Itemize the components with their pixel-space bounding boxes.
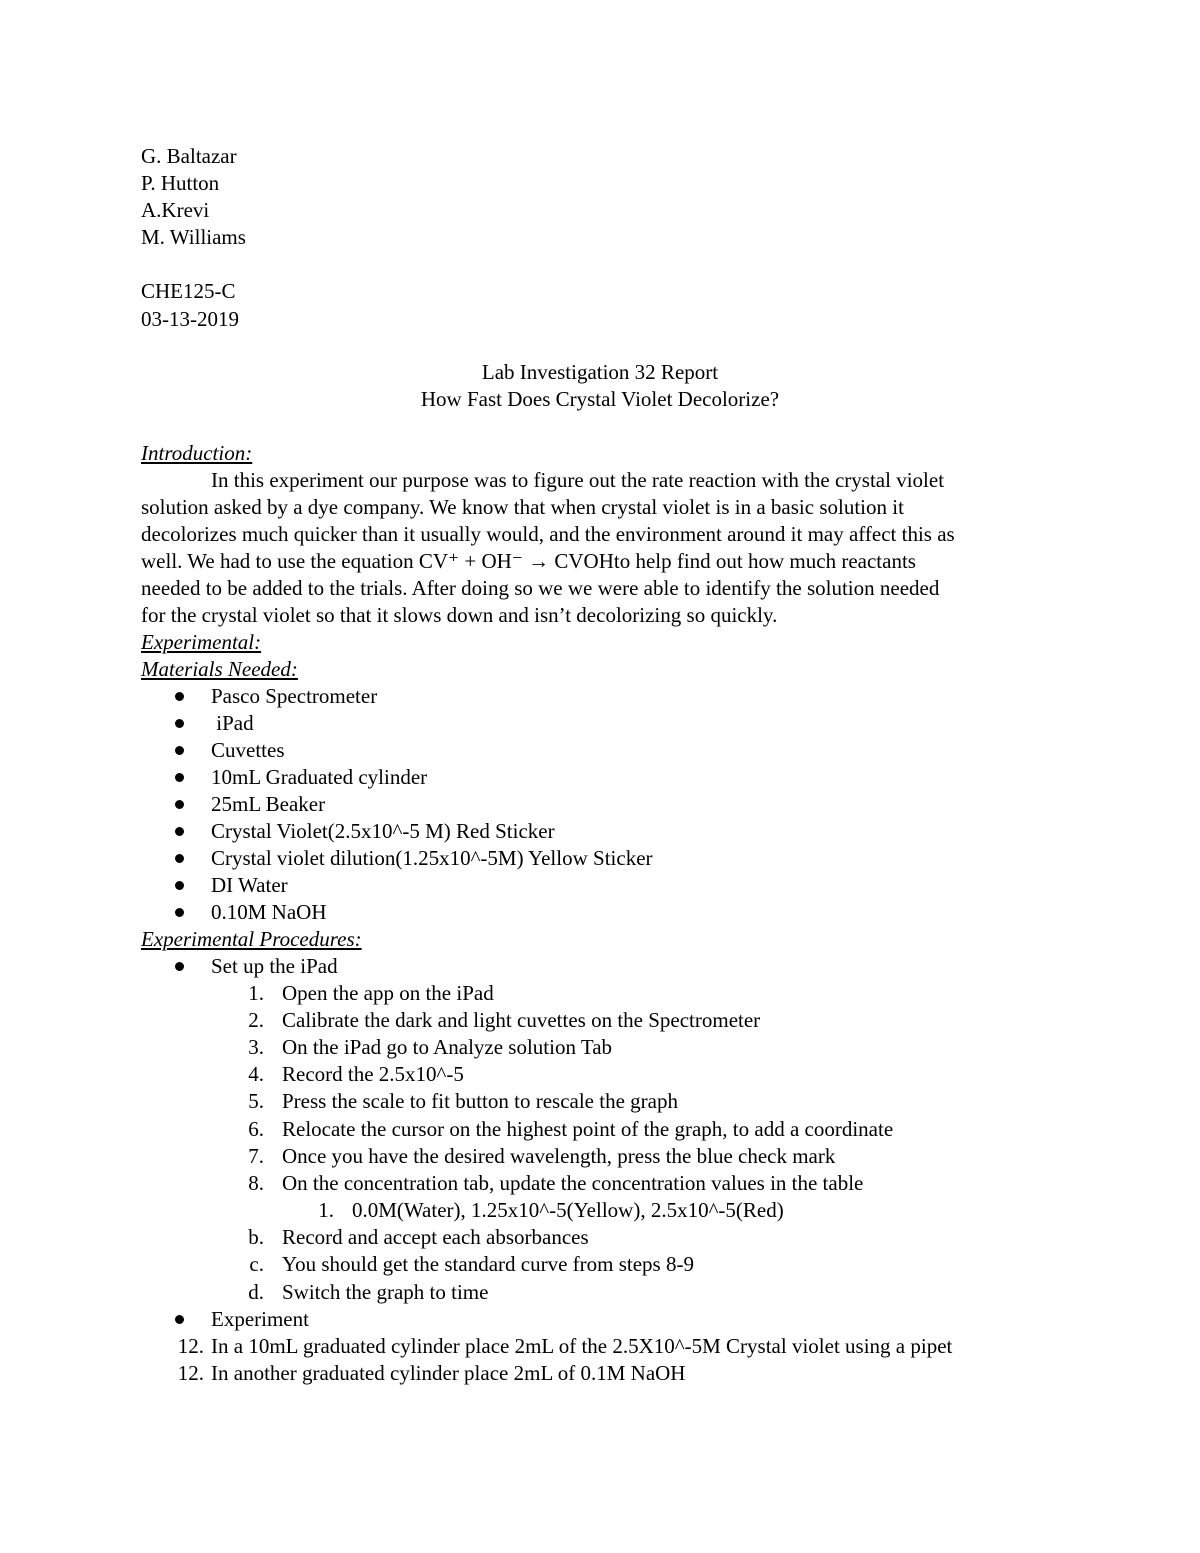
material-item: Crystal Violet(2.5x10^-5 M) Red Sticker <box>211 819 555 843</box>
course-code: CHE125-C <box>141 279 236 303</box>
sub-step-number: 1. <box>318 1198 334 1222</box>
step-text: In another graduated cylinder place 2mL of 0.1M NaOH <box>211 1361 686 1385</box>
step-number: 5. <box>248 1089 264 1113</box>
introduction-line: solution asked by a dye company. We know that when crystal violet is in a basic solution it <box>141 495 904 519</box>
material-item: Pasco Spectrometer <box>211 684 378 708</box>
step-number: 3. <box>248 1035 264 1059</box>
step-number: 4. <box>248 1062 264 1086</box>
author-name: A.Krevi <box>141 198 210 222</box>
step-text: Press the scale to fit button to rescale the graph <box>282 1089 678 1113</box>
material-item: 10mL Graduated cylinder <box>211 765 428 789</box>
step-letter: b. <box>248 1225 264 1249</box>
procedure-section-label: Experiment <box>211 1307 309 1331</box>
step-number: 12. <box>177 1334 204 1358</box>
material-item: DI Water <box>211 873 288 897</box>
material-item: 25mL Beaker <box>211 792 326 816</box>
introduction-line: needed to be added to the trials. After doing so we we were able to identify the solution needed <box>141 576 940 600</box>
material-item: Cuvettes <box>211 738 285 762</box>
bullet-icon <box>175 827 184 836</box>
introduction-line: for the crystal violet so that it slows down and isn’t decolorizing so quickly. <box>141 603 778 627</box>
step-text: Switch the graph to time <box>282 1280 489 1304</box>
introduction-line: In this experiment our purpose was to figure out the rate reaction with the crystal violet <box>211 468 945 492</box>
step-text: In a 10mL graduated cylinder place 2mL of the 2.5X10^-5M Crystal violet using a pipet <box>211 1334 953 1358</box>
step-text: Record and accept each absorbances <box>282 1225 589 1249</box>
step-text: Once you have the desired wavelength, press the blue check mark <box>282 1144 836 1168</box>
step-text: Record the 2.5x10^-5 <box>282 1062 464 1086</box>
material-item: Crystal violet dilution(1.25x10^-5M) Yellow Sticker <box>211 846 653 870</box>
bullet-icon <box>175 800 184 809</box>
materials-heading: Materials Needed: <box>141 657 298 681</box>
introduction-line: well. We had to use the equation CV⁺ + OH⁻ → CVOHto help find out how much reactants <box>141 549 916 573</box>
bullet-icon <box>175 773 184 782</box>
bullet-icon <box>175 962 184 971</box>
step-number: 6. <box>248 1117 264 1141</box>
step-text: Open the app on the iPad <box>282 981 494 1005</box>
material-item: iPad <box>211 711 254 735</box>
step-text: On the iPad go to Analyze solution Tab <box>282 1035 613 1059</box>
bullet-icon <box>175 719 184 728</box>
step-number: 1. <box>248 981 264 1005</box>
report-subtitle: How Fast Does Crystal Violet Decolorize? <box>420 387 780 411</box>
step-text: Relocate the cursor on the highest point of the graph, to add a coordinate <box>282 1117 894 1141</box>
report-date: 03-13-2019 <box>141 307 239 331</box>
author-name: G. Baltazar <box>141 144 237 168</box>
bullet-icon <box>175 746 184 755</box>
step-number: 2. <box>248 1008 264 1032</box>
step-number: 7. <box>248 1144 264 1168</box>
sub-step-text: 0.0M(Water), 1.25x10^-5(Yellow), 2.5x10^-5(Red) <box>352 1198 784 1222</box>
bullet-icon <box>175 908 184 917</box>
bullet-icon <box>175 854 184 863</box>
bullet-icon <box>175 881 184 890</box>
step-letter: d. <box>248 1280 264 1304</box>
step-number: 12. <box>177 1361 204 1385</box>
step-text: Calibrate the dark and light cuvettes on the Spectrometer <box>282 1008 761 1032</box>
step-letter: c. <box>249 1252 264 1276</box>
introduction-heading: Introduction: <box>141 441 253 465</box>
material-item: 0.10M NaOH <box>211 900 327 924</box>
author-name: P. Hutton <box>141 171 220 195</box>
introduction-line: decolorizes much quicker than it usually would, and the environment around it may affect this as <box>141 522 955 546</box>
bullet-icon <box>175 692 184 701</box>
author-name: M. Williams <box>141 225 246 249</box>
step-number: 8. <box>248 1171 264 1195</box>
step-text: You should get the standard curve from steps 8-9 <box>282 1252 694 1276</box>
step-text: On the concentration tab, update the concentration values in the table <box>282 1171 864 1195</box>
report-title: Lab Investigation 32 Report <box>481 360 719 384</box>
procedures-heading: Experimental Procedures: <box>141 927 362 951</box>
experimental-heading: Experimental: <box>141 630 262 654</box>
bullet-icon <box>175 1315 184 1324</box>
procedure-section-label: Set up the iPad <box>211 954 338 978</box>
